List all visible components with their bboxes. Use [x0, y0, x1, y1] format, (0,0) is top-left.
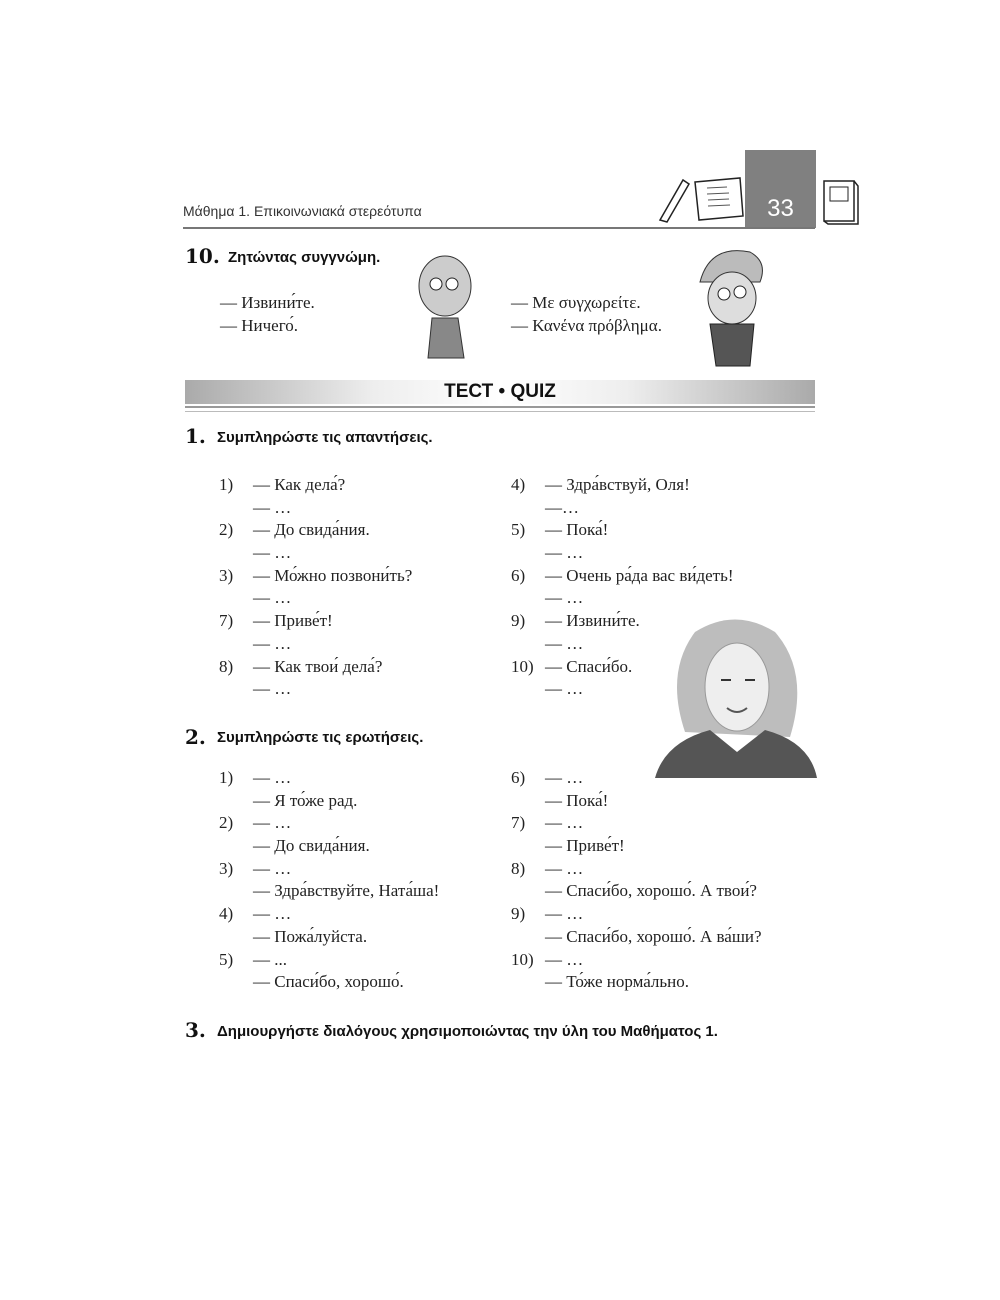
- dialogue-line: — Κανένα πρόβλημα.: [511, 316, 662, 335]
- item-number: 7): [511, 813, 526, 833]
- item-line-1: — Извини́те.: [545, 611, 640, 631]
- item-number: 9): [511, 611, 526, 631]
- item-number: 2): [219, 813, 234, 833]
- item-number: 8): [219, 656, 234, 676]
- item-line-1: — Здра́вствуй, Оля!: [545, 475, 690, 494]
- item-line-2: — …: [545, 633, 584, 653]
- item-line-2: — …: [253, 588, 292, 608]
- item-number: 3): [219, 858, 234, 878]
- pen-notebook-icon: [655, 172, 745, 224]
- item-number: 9): [511, 904, 526, 924]
- item-line-2: — …: [253, 497, 292, 517]
- header-rule: [183, 227, 815, 229]
- exercise-title: Συμπληρώστε τις ερωτήσεις.: [217, 729, 424, 746]
- item-line-2: — До свида́ния.: [253, 836, 370, 856]
- item-number: 6): [511, 768, 526, 787]
- dialogue-line: — Ничего́.: [220, 316, 299, 335]
- item-line-2: — …: [545, 679, 584, 699]
- book-icon: [820, 178, 862, 226]
- dialogue-line: — Με συγχωρείτε.: [511, 293, 641, 312]
- item-number: 10): [511, 949, 534, 969]
- item-line-2: — Спаси́бо, хорошо́.: [253, 972, 404, 992]
- section-title: Ζητώντας συγγνώμη.: [228, 249, 381, 266]
- exercise-number: 1.: [185, 424, 206, 448]
- item-line-1: — …: [545, 768, 584, 787]
- item-line-1: — До свида́ния.: [253, 520, 370, 540]
- running-header: Μάθημα 1. Επικοινωνιακά στερεότυπα: [183, 203, 422, 219]
- item-line-1: — Спаси́бо.: [545, 656, 633, 676]
- item-line-2: — …: [545, 588, 584, 608]
- item-number: 7): [219, 611, 234, 631]
- exercise-number: 3.: [185, 1018, 206, 1042]
- exercise-title: Δημιουργήστε διαλόγους χρησιμοποιώντας την ύλη του Μαθήματος 1.: [217, 1023, 718, 1040]
- item-number: 2): [219, 520, 234, 540]
- item-line-1: — Как дела́?: [253, 475, 346, 494]
- page-number: 33: [767, 195, 794, 222]
- woman-cartoon-illustration: [410, 248, 480, 370]
- item-number: 4): [511, 475, 526, 494]
- item-line-2: — Пока́!: [545, 790, 609, 810]
- item-line-1: — …: [253, 858, 292, 878]
- item-line-1: — Приве́т!: [253, 611, 333, 631]
- item-number: 6): [511, 565, 526, 585]
- quiz-banner-title: ТЕСТ • QUIZ: [444, 381, 556, 402]
- item-line-1: — Очень ра́да вас ви́деть!: [545, 565, 734, 585]
- item-line-1: — ...: [253, 949, 287, 969]
- item-number: 5): [511, 520, 526, 540]
- divider: [185, 411, 815, 412]
- item-line-1: — …: [545, 904, 584, 924]
- item-line-1: — …: [253, 768, 292, 787]
- section-number: 10.: [185, 244, 220, 268]
- item-number: 3): [219, 565, 234, 585]
- item-line-2: — Я то́же рад.: [253, 790, 358, 810]
- item-line-2: — Приве́т!: [545, 836, 625, 856]
- item-line-2: — Спаси́бо, хорошо́. А ва́ши?: [545, 926, 762, 946]
- item-line-2: — …: [253, 633, 292, 653]
- dialogue-line: — Извини́те.: [220, 293, 315, 312]
- divider: [185, 406, 815, 408]
- woman-photo-illustration: [655, 612, 817, 778]
- item-number: 10): [511, 656, 534, 676]
- exercise-number: 2.: [185, 725, 206, 749]
- item-number: 1): [219, 475, 234, 494]
- item-line-1: — …: [545, 858, 584, 878]
- item-number: 4): [219, 904, 234, 924]
- item-number: 1): [219, 768, 234, 787]
- item-line-2: — …: [545, 543, 584, 563]
- man-cartoon-illustration: [690, 242, 772, 370]
- item-line-2: — Здра́вствуйте, Ната́ша!: [253, 881, 440, 901]
- item-number: 5): [219, 949, 234, 969]
- exercise-title: Συμπληρώστε τις απαντήσεις.: [217, 429, 433, 446]
- item-line-1: — …: [545, 949, 584, 969]
- item-line-2: — …: [253, 679, 292, 699]
- item-line-1: — Пока́!: [545, 520, 609, 540]
- item-number: 8): [511, 858, 526, 878]
- item-line-2: — …: [253, 543, 292, 563]
- item-line-2: — Пожа́луйста.: [253, 926, 368, 946]
- item-line-1: — …: [253, 904, 292, 924]
- item-line-1: — …: [545, 813, 584, 833]
- item-line-2: — Спаси́бо, хорошо́. А твои́?: [545, 881, 757, 901]
- item-line-1: — Мо́жно позвони́ть?: [253, 565, 413, 585]
- item-line-2: — То́же норма́льно.: [545, 972, 690, 992]
- item-line-1: — …: [253, 813, 292, 833]
- item-line-2: —…: [545, 497, 579, 517]
- item-line-1: — Как твои́ дела́?: [253, 656, 383, 676]
